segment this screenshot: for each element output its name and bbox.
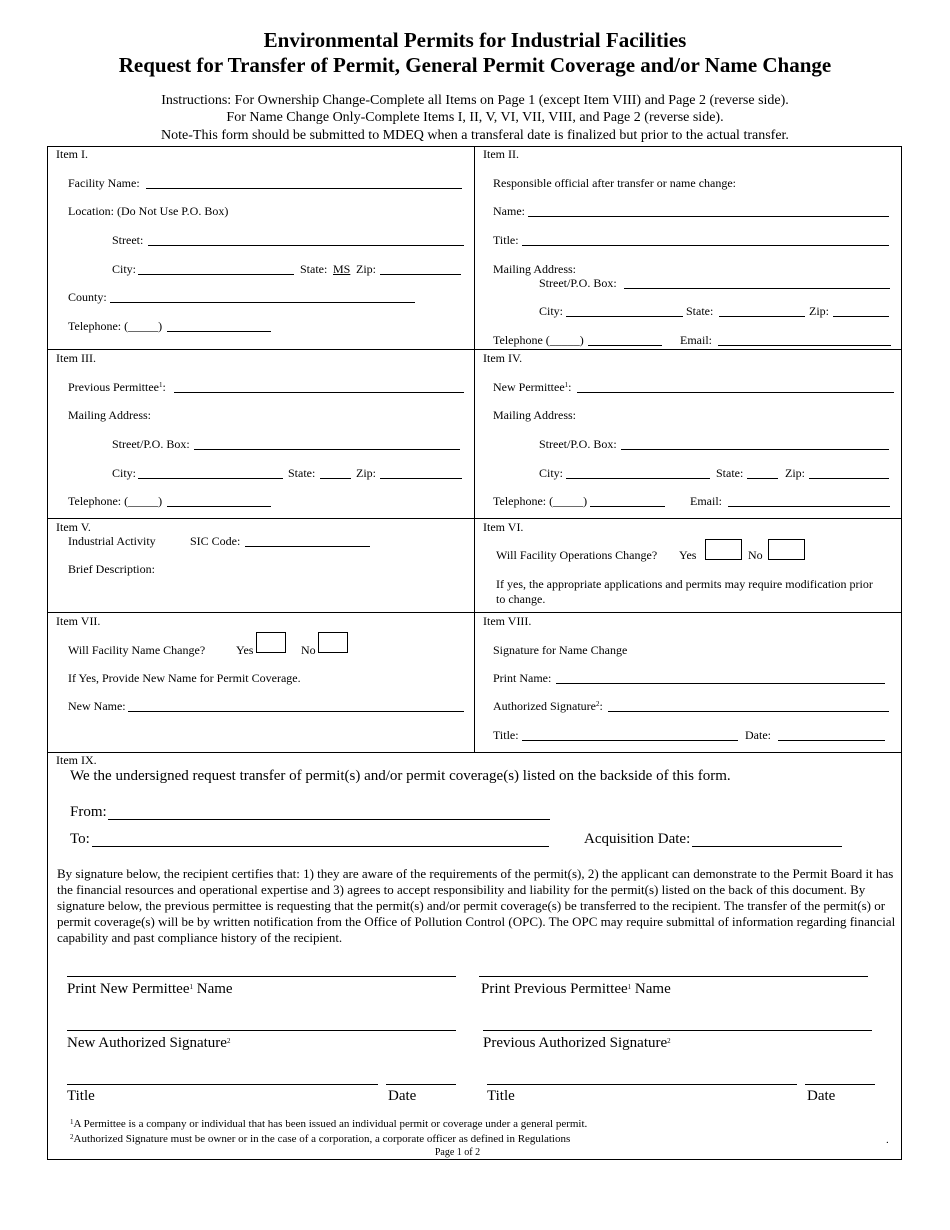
city-field[interactable] xyxy=(566,478,710,479)
new-date-label: Date xyxy=(388,1088,417,1104)
email-label: Email: xyxy=(690,494,722,508)
city-label: City: xyxy=(112,262,137,276)
footnote-trailing-dot: . xyxy=(886,1134,889,1146)
sic-code-field[interactable] xyxy=(245,546,370,547)
zip-field[interactable] xyxy=(380,478,462,479)
title-label: Title: xyxy=(493,233,519,247)
item-7-heading: Item VII. xyxy=(56,614,101,628)
city-field[interactable] xyxy=(138,274,294,275)
county-field[interactable] xyxy=(110,302,415,303)
responsible-official-label: Responsible official after transfer or name change: xyxy=(493,176,737,190)
previous-date-label: Date xyxy=(807,1088,836,1104)
telephone-label: Telephone: (_____) xyxy=(493,494,588,508)
city-field[interactable] xyxy=(138,478,283,479)
new-authorized-signature-field[interactable] xyxy=(67,1030,456,1031)
city-label: City: xyxy=(539,304,564,318)
no-label: No xyxy=(301,643,316,657)
brief-description-label: Brief Description: xyxy=(68,562,155,576)
date-label: Date: xyxy=(745,728,771,742)
street-po-label: Street/P.O. Box: xyxy=(539,437,617,451)
previous-permittee-field[interactable] xyxy=(174,392,464,393)
operations-change-no-checkbox[interactable] xyxy=(768,539,805,560)
facility-name-field[interactable] xyxy=(146,188,462,189)
previous-title-field[interactable] xyxy=(487,1084,797,1085)
new-title-field[interactable] xyxy=(67,1084,378,1085)
page-number: Page 1 of 2 xyxy=(434,1147,481,1158)
state-field[interactable] xyxy=(719,316,805,317)
zip-label: Zip: xyxy=(785,466,805,480)
new-name-field[interactable] xyxy=(128,711,464,712)
item-6-heading: Item VI. xyxy=(483,520,524,534)
print-name-field[interactable] xyxy=(556,683,885,684)
row-divider xyxy=(47,612,902,613)
telephone-field[interactable] xyxy=(167,506,271,507)
row-divider xyxy=(47,518,902,519)
previous-permittee-label: Previous Permittee$^1$: xyxy=(68,380,166,394)
from-label: From: xyxy=(70,804,107,820)
street-po-field[interactable] xyxy=(621,449,889,450)
industrial-activity-label: Industrial Activity xyxy=(68,534,156,548)
email-field[interactable] xyxy=(728,506,890,507)
operations-change-question: Will Facility Operations Change? xyxy=(496,548,658,562)
city-label: City: xyxy=(112,466,137,480)
acquisition-date-field[interactable] xyxy=(692,846,842,847)
new-permittee-field[interactable] xyxy=(577,392,894,393)
date-field[interactable] xyxy=(778,740,885,741)
transfer-request-statement: We the undersigned request transfer of permit(s) and/or permit coverage(s) listed on the backside of this form. xyxy=(70,768,731,784)
new-permittee-label: New Permittee$^1$: xyxy=(493,380,572,394)
name-change-yes-checkbox[interactable] xyxy=(256,632,286,653)
state-label: State: xyxy=(686,304,714,318)
previous-title-label: Title xyxy=(487,1088,515,1104)
item-9-heading: Item IX. xyxy=(56,753,97,767)
telephone-field[interactable] xyxy=(590,506,665,507)
location-label: Location: (Do Not Use P.O. Box) xyxy=(68,204,229,218)
zip-label: Zip: xyxy=(356,466,376,480)
operations-change-yes-checkbox[interactable] xyxy=(705,539,742,560)
name-change-question: Will Facility Name Change? xyxy=(68,643,206,657)
item-8-heading: Item VIII. xyxy=(483,614,532,628)
previous-authorized-signature-field[interactable] xyxy=(483,1030,872,1031)
new-title-label: Title xyxy=(67,1088,95,1104)
column-divider xyxy=(474,146,475,752)
street-po-label: Street/P.O. Box: xyxy=(112,437,190,451)
title-field[interactable] xyxy=(522,740,738,741)
zip-field[interactable] xyxy=(380,274,461,275)
street-po-label: Street/P.O. Box: xyxy=(539,276,617,290)
name-label: Name: xyxy=(493,204,525,218)
street-po-field[interactable] xyxy=(194,449,460,450)
item-5-heading: Item V. xyxy=(56,520,91,534)
facility-name-label: Facility Name: xyxy=(68,176,140,190)
telephone-label: Telephone: (_____) xyxy=(68,319,163,333)
telephone-field[interactable] xyxy=(167,331,271,332)
instructions-line2: For Name Change Only-Complete Items I, II, V, VI, VII, VIII, and Page 2 (reverse side). xyxy=(226,110,724,125)
telephone-field[interactable] xyxy=(588,345,662,346)
form-title-line1: Environmental Permits for Industrial Facilities xyxy=(263,28,687,52)
zip-label: Zip: xyxy=(809,304,829,318)
street-label: Street: xyxy=(112,233,144,247)
signature-for-name-change-label: Signature for Name Change xyxy=(493,643,628,657)
yes-label: Yes xyxy=(236,643,254,657)
item-1-heading: Item I. xyxy=(56,147,88,161)
authorized-signature-field[interactable] xyxy=(608,711,889,712)
telephone-label: Telephone: (_____) xyxy=(68,494,163,508)
city-field[interactable] xyxy=(566,316,683,317)
print-previous-permittee-field[interactable] xyxy=(479,976,868,977)
footnote-2: $^2$Authorized Signature must be owner or in the case of a corporation, a corporate officer as defined in Regulations xyxy=(70,1133,571,1145)
submission-note: Note-This form should be submitted to MDEQ when a transferal date is finalized but prior to the actual transfer. xyxy=(161,128,789,143)
authorized-signature-label: Authorized Signature$^2$: xyxy=(493,699,603,713)
print-previous-permittee-label: Print Previous Permittee$^1$ Name xyxy=(481,981,671,997)
to-label: To: xyxy=(70,831,90,847)
previous-date-field[interactable] xyxy=(805,1084,875,1085)
certification-paragraph: By signature below, the recipient certifies that: 1) they are aware of the requirements of the permit(s), 2) the applicant can demonstrate to the Permit Board it has the financial resources and operational expertise and 3) agrees to accept responsibility and liability for the permit(s) listed on the back of this document. By signature below, the previous permittee is requesting that the permit(s) and/or permit coverage(s) be transferred to the recipient. The transfer of the permit(s) or permit coverage(s) will be by written notification from the Office of Pollution Control (OPC). The OPC may require submittal of information regarding financial capability and past compliance history of the recipient. xyxy=(57,866,896,945)
title-field[interactable] xyxy=(522,245,889,246)
print-new-permittee-label: Print New Permittee$^1$ Name xyxy=(67,981,233,997)
footnote-1: $^1$A Permittee is a company or individual that has been issued an individual permit or coverage under a general permit. xyxy=(70,1118,588,1130)
state-label: State: xyxy=(716,466,744,480)
name-field[interactable] xyxy=(528,216,889,217)
provide-new-name-label: If Yes, Provide New Name for Permit Coverage. xyxy=(68,671,301,685)
street-field[interactable] xyxy=(148,245,464,246)
item-2-heading: Item II. xyxy=(483,147,519,161)
to-field[interactable] xyxy=(92,846,549,847)
modification-note-line1: If yes, the appropriate applications and permits may require modification prior xyxy=(496,577,873,591)
zip-label: Zip: xyxy=(356,262,376,276)
no-label: No xyxy=(748,548,763,562)
name-change-no-checkbox[interactable] xyxy=(318,632,348,653)
mailing-address-label: Mailing Address: xyxy=(68,408,151,422)
row-divider xyxy=(47,349,902,350)
street-po-field[interactable] xyxy=(624,288,890,289)
zip-field[interactable] xyxy=(809,478,889,479)
email-field[interactable] xyxy=(718,345,891,346)
state-value: MS xyxy=(333,262,351,276)
state-field[interactable] xyxy=(747,478,778,479)
acquisition-date-label: Acquisition Date: xyxy=(584,831,691,847)
new-date-field[interactable] xyxy=(386,1084,456,1085)
city-label: City: xyxy=(539,466,564,480)
instructions-line1: Instructions: For Ownership Change-Complete all Items on Page 1 (except Item VIII) and Page 2 (reverse side). xyxy=(161,93,789,108)
yes-label: Yes xyxy=(679,548,697,562)
new-authorized-signature-label: New Authorized Signature$^2$ xyxy=(67,1035,231,1051)
from-field[interactable] xyxy=(108,819,550,820)
state-label: State: xyxy=(288,466,316,480)
email-label: Email: xyxy=(680,333,712,347)
title-label: Title: xyxy=(493,728,519,742)
new-name-label: New Name: xyxy=(68,699,126,713)
print-new-permittee-field[interactable] xyxy=(67,976,456,977)
mailing-address-label: Mailing Address: xyxy=(493,262,576,276)
previous-authorized-signature-label: Previous Authorized Signature$^2$ xyxy=(483,1035,671,1051)
item-3-heading: Item III. xyxy=(56,351,96,365)
county-label: County: xyxy=(68,290,107,304)
form-title-line2: Request for Transfer of Permit, General Permit Coverage and/or Name Change xyxy=(118,53,832,77)
row-divider xyxy=(47,752,902,753)
state-field[interactable] xyxy=(320,478,351,479)
telephone-label: Telephone (_____) xyxy=(493,333,584,347)
modification-note-line2: to change. xyxy=(496,592,546,606)
state-label: State: xyxy=(300,262,328,276)
mailing-address-label: Mailing Address: xyxy=(493,408,576,422)
print-name-label: Print Name: xyxy=(493,671,552,685)
zip-field[interactable] xyxy=(833,316,889,317)
sic-code-label: SIC Code: xyxy=(190,534,241,548)
item-4-heading: Item IV. xyxy=(483,351,523,365)
